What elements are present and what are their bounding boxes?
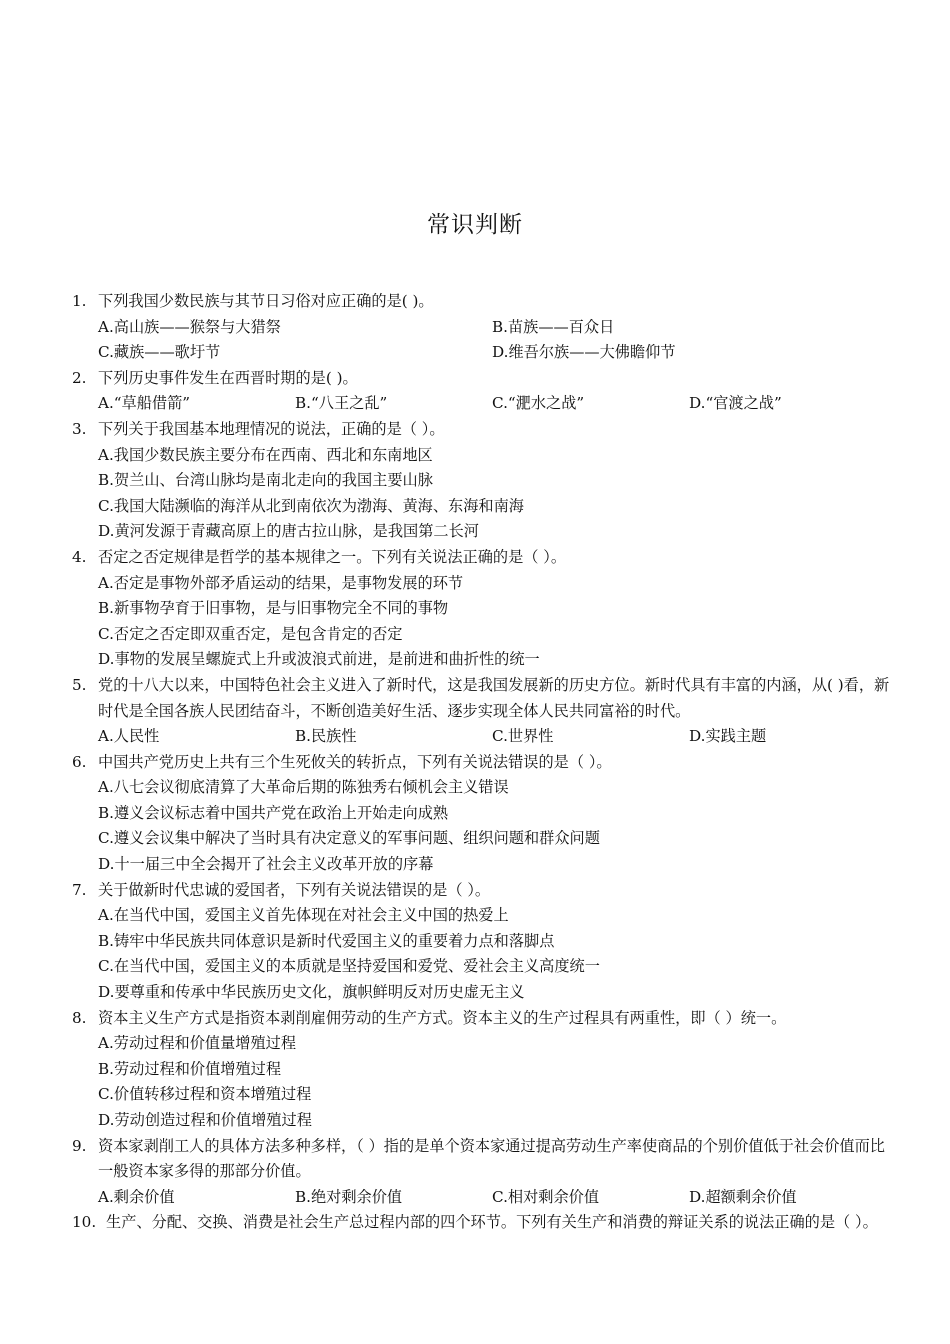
option-b: B.遵义会议标志着中国共产党在政治上开始走向成熟 [98, 803, 449, 822]
option-b: B.新事物孕育于旧事物，是与旧事物完全不同的事物 [98, 599, 449, 618]
question-number: 9. [72, 1136, 87, 1155]
question-1 [72, 289, 892, 366]
option-d: D.十一届三中全会揭开了社会主义改革开放的序幕 [98, 855, 434, 874]
question-10 [72, 1210, 892, 1236]
option-c: C.相对剩余价值 [492, 1187, 600, 1206]
question-number: 6. [72, 752, 87, 771]
question-text: 下列历史事件发生在西晋时期的是( )。 [98, 368, 358, 387]
option-a: A.否定是事物外部矛盾运动的结果，是事物发展的环节 [98, 573, 464, 592]
option-d: D.劳动创造过程和价值增殖过程 [98, 1111, 312, 1129]
question-text: 资本主义生产方式是指资本剥削雇佣劳动的生产方式。资本主义的生产过程具有两重性，即（ ）统一。 [98, 1008, 787, 1027]
question-text: 否定之否定规律是哲学的基本规律之一。下列有关说法正确的是（ ）。 [98, 547, 567, 566]
question-2 [72, 366, 892, 417]
option-a: A.高山族——猴祭与大猎祭 [98, 317, 281, 336]
question-text: 下列关于我国基本地理情况的说法，正确的是（ ）。 [98, 419, 445, 438]
question-9 [72, 1134, 892, 1211]
option-a: A.八七会议彻底清算了大革命后期的陈独秀右倾机会主义错误 [98, 778, 509, 797]
question-6 [72, 750, 892, 878]
option-d: D.要尊重和传承中华民族历史文化，旗帜鲜明反对历史虚无主义 [98, 983, 525, 1002]
option-d: D.黄河发源于青藏高原上的唐古拉山脉，是我国第二长河 [98, 522, 479, 541]
option-c: C.我国大陆濒临的海洋从北到南依次为渤海、黄海、东海和南海 [98, 496, 524, 515]
question-5 [72, 673, 892, 750]
question-4 [72, 545, 892, 673]
question-text: 中国共产党历史上共有三个生死攸关的转折点，下列有关说法错误的是（ ）。 [98, 752, 612, 771]
question-text: 下列我国少数民族与其节日习俗对应正确的是( )。 [98, 292, 434, 310]
option-d: D.实践主题 [689, 727, 767, 746]
question-list [72, 289, 892, 1236]
question-number: 5. [72, 675, 87, 694]
option-d: D.超额剩余价值 [689, 1187, 797, 1206]
option-a: A.我国少数民族主要分布在西南、西北和东南地区 [98, 445, 433, 464]
option-c: C.否定之否定即双重否定，是包含肯定的否定 [98, 624, 403, 643]
option-c: C.藏族——歌圩节 [98, 343, 221, 362]
option-c: C.世界性 [492, 727, 554, 746]
page-title: 常识判断 [427, 212, 523, 238]
question-text: 生产、分配、交换、消费是社会生产总过程内部的四个环节。下列有关生产和消费的辩证关系的说法正确的是（ ）。 [106, 1213, 878, 1232]
option-b: B.绝对剩余价值 [295, 1187, 403, 1206]
question-text: 党的十八大以来，中国特色社会主义进入了新时代，这是我国发展新的历史方位。新时代具有丰富的内涵，从( )看，新时代是全国各族人民团结奋斗，不断创造美好生活、逐步实现全体人民共同富裕的时代。 [98, 675, 890, 720]
question-number: 3. [72, 419, 87, 438]
question-number: 2. [72, 368, 87, 387]
option-a: A.“草船借箭” [98, 394, 191, 413]
option-c: C.价值转移过程和资本增殖过程 [98, 1085, 312, 1104]
option-a: A.人民性 [98, 727, 160, 746]
option-b: B.民族性 [295, 727, 357, 746]
option-b: B.苗族——百众日 [492, 317, 615, 336]
option-d: D.事物的发展呈螺旋式上升或波浪式前进，是前进和曲折性的统一 [98, 650, 540, 669]
question-text: 资本家剥削工人的具体方法多种多样，（ ）指的是单个资本家通过提高劳动生产率使商品的个别价值低于社会价值而比一般资本家多得的那部分价值。 [98, 1136, 885, 1181]
question-number: 4. [72, 547, 87, 566]
option-d: D.“官渡之战” [689, 394, 782, 413]
question-3 [72, 417, 892, 545]
option-b: B.劳动过程和价值增殖过程 [98, 1059, 282, 1078]
question-text: 关于做新时代忠诚的爱国者，下列有关说法错误的是（ ）。 [98, 880, 491, 899]
option-a: A.劳动过程和价值量增殖过程 [98, 1034, 297, 1053]
option-c: C.遵义会议集中解决了当时具有决定意义的军事问题、组织问题和群众问题 [98, 829, 600, 848]
question-7 [72, 878, 892, 1006]
option-a: A.在当代中国，爱国主义首先体现在对社会主义中国的热爱上 [98, 906, 509, 925]
option-c: C.在当代中国，爱国主义的本质就是坚持爱国和爱党、爱社会主义高度统一 [98, 957, 600, 976]
question-number: 10. [72, 1213, 97, 1232]
option-b: B.“八王之乱” [295, 394, 388, 413]
question-number: 7. [72, 880, 87, 899]
question-number: 1. [72, 292, 87, 310]
question-8 [72, 1006, 892, 1134]
option-b: B.铸牢中华民族共同体意识是新时代爱国主义的重要着力点和落脚点 [98, 931, 555, 950]
option-c: C.“淝水之战” [492, 394, 585, 413]
option-b: B.贺兰山、台湾山脉均是南北走向的我国主要山脉 [98, 471, 433, 490]
option-a: A.剩余价值 [98, 1187, 175, 1206]
question-number: 8. [72, 1008, 87, 1027]
option-d: D.维吾尔族——大佛瞻仰节 [492, 343, 676, 362]
